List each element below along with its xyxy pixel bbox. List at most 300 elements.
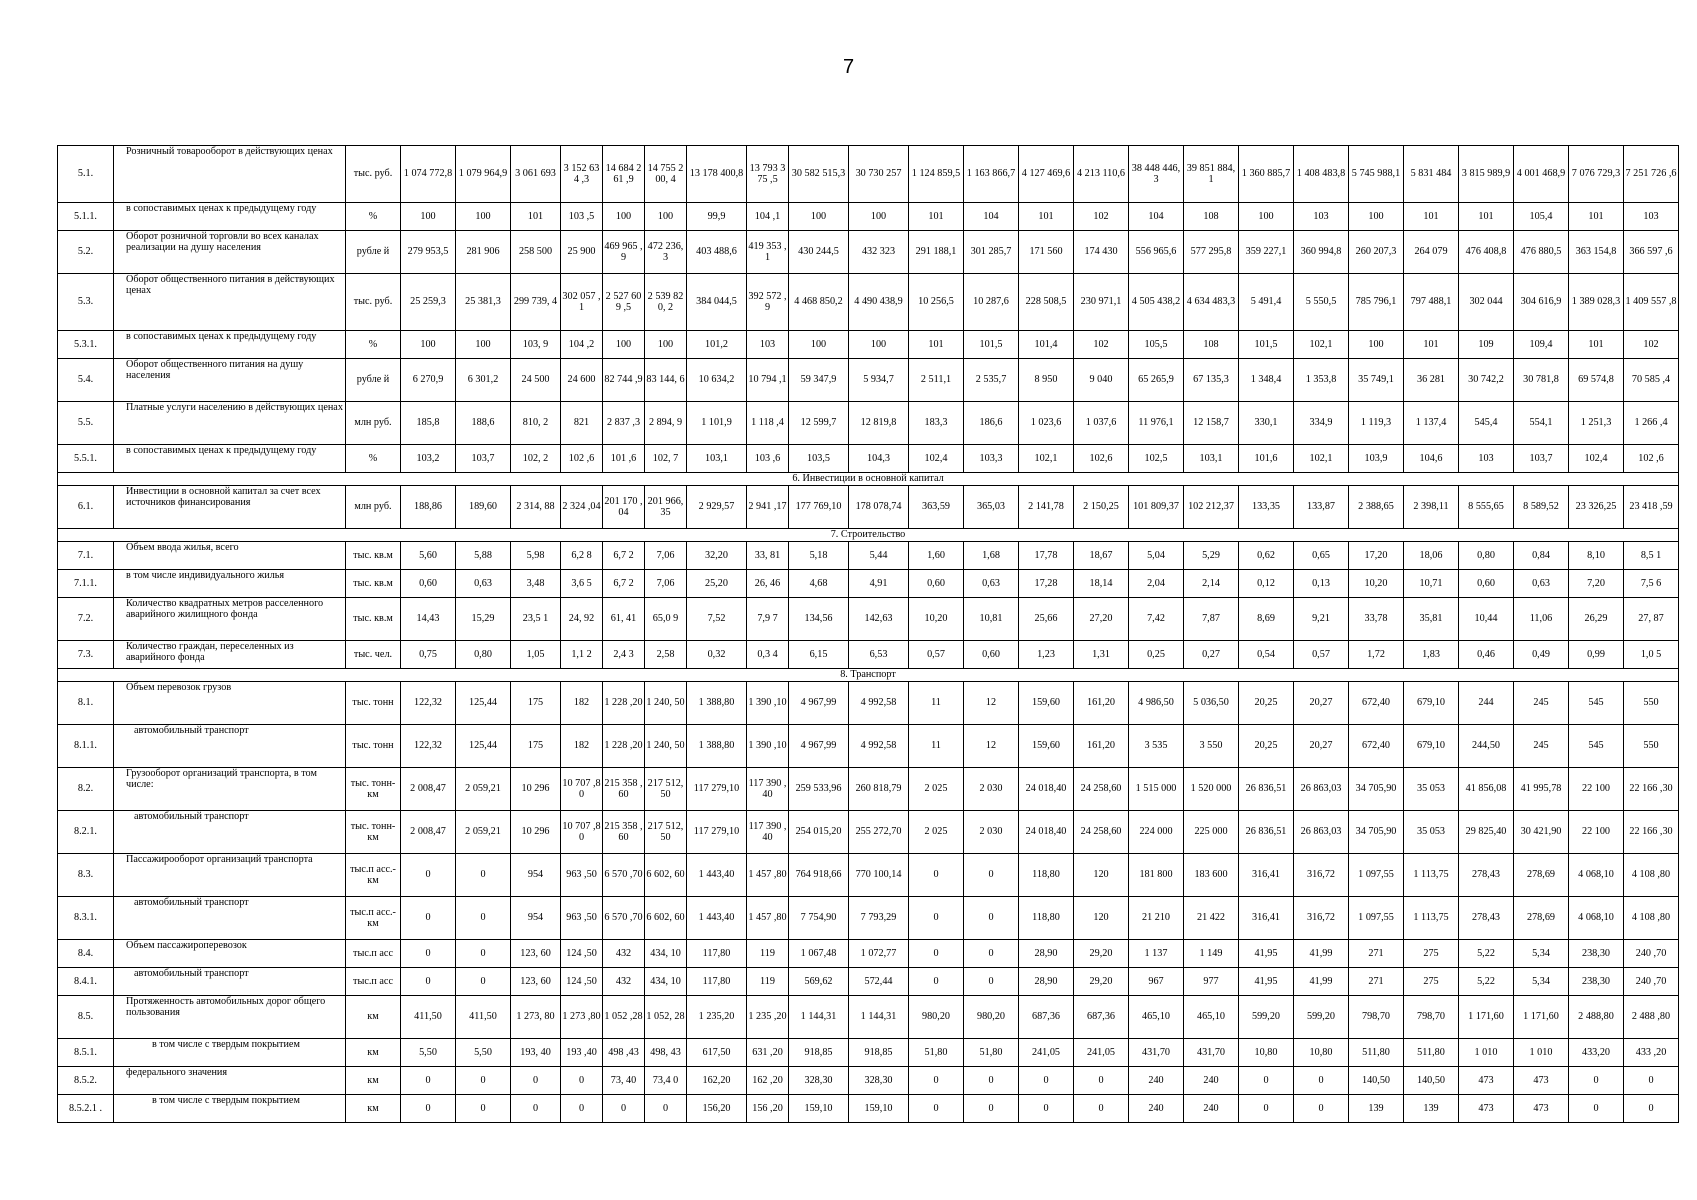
table-row: [58, 445, 1697, 473]
value-cell: 2 929,57: [687, 486, 747, 529]
indicator-name: автомобильный транспорт: [114, 725, 346, 768]
value-cell: 0: [1239, 1095, 1294, 1123]
value-cell: 5,22: [1459, 968, 1514, 996]
row-number: 5.5.1.: [58, 445, 114, 473]
value-cell: 0: [1019, 1095, 1074, 1123]
value-cell: 1 228 ,20: [603, 682, 645, 725]
value-cell: 102,4: [909, 445, 964, 473]
value-cell: 281 906: [456, 231, 511, 274]
value-cell: 39 851 884,1: [1184, 146, 1239, 203]
value-cell: 1,0 5: [1624, 641, 1679, 669]
value-cell: 0: [964, 940, 1019, 968]
value-cell: 473: [1459, 1067, 1514, 1095]
value-cell: 244,50: [1459, 725, 1514, 768]
value-cell: 434, 10: [645, 968, 687, 996]
value-cell: 30 730 257: [849, 146, 909, 203]
value-cell: 672,40: [1349, 725, 1404, 768]
value-cell: 30 742,2: [1459, 359, 1514, 402]
value-cell: 977: [1184, 968, 1239, 996]
row-number: 5.2.: [58, 231, 114, 274]
value-cell: 278,43: [1459, 897, 1514, 940]
value-cell: 17,78: [1019, 542, 1074, 570]
value-cell: 0: [401, 940, 456, 968]
value-cell: 5 491,4: [1239, 274, 1294, 331]
value-cell: 1 023,6: [1019, 402, 1074, 445]
indicator-name: Объем перевозок грузов: [114, 682, 346, 725]
unit-cell: км: [346, 996, 401, 1039]
value-cell: 411,50: [456, 996, 511, 1039]
unit-cell: тыс.п асс.-км: [346, 854, 401, 897]
row-number: 8.2.1.: [58, 811, 114, 854]
row-number: 7.2.: [58, 598, 114, 641]
value-cell: 258 500: [511, 231, 561, 274]
value-cell: 1 149: [1184, 940, 1239, 968]
row-number: 8.3.1.: [58, 897, 114, 940]
table-row: [58, 811, 1697, 854]
value-cell: 1 266 ,4: [1624, 402, 1679, 445]
value-cell: 511,80: [1404, 1039, 1459, 1067]
value-cell: 103: [1294, 203, 1349, 231]
value-cell: 183 600: [1184, 854, 1239, 897]
table-row: [58, 1095, 1697, 1123]
value-cell: 7 754,90: [789, 897, 849, 940]
value-cell: 10 707 ,80: [561, 811, 603, 854]
value-cell: 3 550: [1184, 725, 1239, 768]
value-cell: 433 ,20: [1624, 1039, 1679, 1067]
value-cell: 2 535,7: [964, 359, 1019, 402]
value-cell: 118,80: [1019, 897, 1074, 940]
value-cell: 0: [456, 968, 511, 996]
value-cell: 0,57: [909, 641, 964, 669]
value-cell: 17,28: [1019, 570, 1074, 598]
value-cell: 32,20: [687, 542, 747, 570]
value-cell: 4 468 850,2: [789, 274, 849, 331]
value-cell: 102,6: [1074, 445, 1129, 473]
unit-cell: %: [346, 445, 401, 473]
value-cell: 2 030: [964, 811, 1019, 854]
value-cell: 260 207,3: [1349, 231, 1404, 274]
value-cell: 12: [964, 725, 1019, 768]
value-cell: 101: [1404, 203, 1459, 231]
value-cell: 8,5 1: [1624, 542, 1679, 570]
value-cell: 10,80: [1294, 1039, 1349, 1067]
value-cell: 215 358 ,60: [603, 811, 645, 854]
value-cell: 599,20: [1239, 996, 1294, 1039]
value-cell: 188,86: [401, 486, 456, 529]
value-cell: 1 097,55: [1349, 897, 1404, 940]
value-cell: 0: [1294, 1067, 1349, 1095]
value-cell: 23 418 ,59: [1624, 486, 1679, 529]
value-cell: 0: [645, 1095, 687, 1123]
value-cell: 1 273, 80: [511, 996, 561, 1039]
value-cell: 434, 10: [645, 940, 687, 968]
value-cell: 11,06: [1514, 598, 1569, 641]
value-cell: 103,2: [401, 445, 456, 473]
value-cell: 1 348,4: [1239, 359, 1294, 402]
value-cell: 18,06: [1404, 542, 1459, 570]
value-cell: 33, 81: [747, 542, 789, 570]
unit-cell: тыс. руб.: [346, 146, 401, 203]
value-cell: 12 819,8: [849, 402, 909, 445]
value-cell: 798,70: [1404, 996, 1459, 1039]
value-cell: 1 240, 50: [645, 725, 687, 768]
unit-cell: %: [346, 331, 401, 359]
table-row: [58, 274, 1697, 331]
value-cell: 20,25: [1239, 682, 1294, 725]
value-cell: 108: [1184, 331, 1239, 359]
value-cell: 1,31: [1074, 641, 1129, 669]
value-cell: 392 572 ,9: [747, 274, 789, 331]
value-cell: 363 154,8: [1569, 231, 1624, 274]
value-cell: 102,1: [1294, 331, 1349, 359]
value-cell: 1 228 ,20: [603, 725, 645, 768]
value-cell: 1 389 028,3: [1569, 274, 1624, 331]
value-cell: 2 025: [909, 768, 964, 811]
value-cell: 101,2: [687, 331, 747, 359]
value-cell: 6 270,9: [401, 359, 456, 402]
value-cell: 2 025: [909, 811, 964, 854]
value-cell: 254 015,20: [789, 811, 849, 854]
value-cell: 4 505 438,2: [1129, 274, 1184, 331]
row-number: 5.3.1.: [58, 331, 114, 359]
value-cell: 101,5: [1239, 331, 1294, 359]
value-cell: 99,9: [687, 203, 747, 231]
value-cell: 980,20: [964, 996, 1019, 1039]
value-cell: 550: [1624, 725, 1679, 768]
value-cell: 0: [1074, 1095, 1129, 1123]
value-cell: 8,10: [1569, 542, 1624, 570]
value-cell: 1 171,60: [1514, 996, 1569, 1039]
value-cell: 175: [511, 725, 561, 768]
value-cell: 363,59: [909, 486, 964, 529]
value-cell: 183,3: [909, 402, 964, 445]
value-cell: 101,4: [1019, 331, 1074, 359]
value-cell: 2 141,78: [1019, 486, 1074, 529]
value-cell: 178 078,74: [849, 486, 909, 529]
table-row: [58, 897, 1697, 940]
value-cell: 2 059,21: [456, 768, 511, 811]
value-cell: 6,7 2: [603, 570, 645, 598]
row-number: 8.5.1.: [58, 1039, 114, 1067]
row-number: 8.1.1.: [58, 725, 114, 768]
value-cell: 215 358 ,60: [603, 768, 645, 811]
value-cell: 2,14: [1184, 570, 1239, 598]
value-cell: 264 079: [1404, 231, 1459, 274]
value-cell: 103,3: [964, 445, 1019, 473]
value-cell: 193 ,40: [561, 1039, 603, 1067]
value-cell: 7,06: [645, 570, 687, 598]
table-row: [58, 486, 1697, 529]
value-cell: 34 705,90: [1349, 811, 1404, 854]
value-cell: 1 010: [1459, 1039, 1514, 1067]
value-cell: 125,44: [456, 725, 511, 768]
table-row: [58, 1067, 1697, 1095]
unit-cell: %: [346, 203, 401, 231]
value-cell: 545: [1569, 725, 1624, 768]
value-cell: 41,95: [1239, 940, 1294, 968]
indicator-name: федерального значения: [114, 1067, 346, 1095]
unit-cell: тыс.п асс.-км: [346, 897, 401, 940]
value-cell: 1 388,80: [687, 682, 747, 725]
section-header: [58, 529, 1697, 542]
value-cell: 7 251 726 ,6: [1624, 146, 1679, 203]
value-cell: 0: [511, 1067, 561, 1095]
value-cell: 26,29: [1569, 598, 1624, 641]
value-cell: 14,43: [401, 598, 456, 641]
value-cell: 3 815 989,9: [1459, 146, 1514, 203]
value-cell: 13 793 375 ,5: [747, 146, 789, 203]
value-cell: 0: [964, 1067, 1019, 1095]
row-number: 8.5.2.1 .: [58, 1095, 114, 1123]
value-cell: 963 ,50: [561, 897, 603, 940]
value-cell: 201 170 ,04: [603, 486, 645, 529]
value-cell: 4 108 ,80: [1624, 854, 1679, 897]
value-cell: 5 934,7: [849, 359, 909, 402]
value-cell: 101: [1459, 203, 1514, 231]
value-cell: 21 422: [1184, 897, 1239, 940]
value-cell: 103,1: [1184, 445, 1239, 473]
value-cell: 4 108 ,80: [1624, 897, 1679, 940]
value-cell: 0,60: [909, 570, 964, 598]
value-cell: 7,20: [1569, 570, 1624, 598]
value-cell: 1 124 859,5: [909, 146, 964, 203]
value-cell: 7 793,29: [849, 897, 909, 940]
value-cell: 918,85: [789, 1039, 849, 1067]
value-cell: 0: [1074, 1067, 1129, 1095]
indicator-name: в сопоставимых ценах к предыдущему году: [114, 331, 346, 359]
value-cell: 103: [747, 331, 789, 359]
value-cell: 0,54: [1239, 641, 1294, 669]
value-cell: 1 235 ,20: [747, 996, 789, 1039]
value-cell: 238,30: [1569, 940, 1624, 968]
value-cell: 23,5 1: [511, 598, 561, 641]
value-cell: 101 ,6: [603, 445, 645, 473]
value-cell: 100: [603, 331, 645, 359]
indicator-name: в сопоставимых ценах к предыдущему году: [114, 445, 346, 473]
value-cell: 103 ,5: [561, 203, 603, 231]
value-cell: 6,2 8: [561, 542, 603, 570]
indicator-name: Инвестиции в основной капитал за счет всех источников финансирования: [114, 486, 346, 529]
value-cell: 101: [1569, 331, 1624, 359]
value-cell: 123, 60: [511, 940, 561, 968]
value-cell: 1 273 ,80: [561, 996, 603, 1039]
value-cell: 0,13: [1294, 570, 1349, 598]
indicator-name: Количество граждан, переселенных из аварийного фонда: [114, 641, 346, 669]
value-cell: 103,9: [1349, 445, 1404, 473]
section-title: 6. Инвестиции в основной капитал: [58, 473, 1679, 486]
value-cell: 0: [964, 968, 1019, 996]
value-cell: 0,65: [1294, 542, 1349, 570]
value-cell: 2 398,11: [1404, 486, 1459, 529]
value-cell: 465,10: [1129, 996, 1184, 1039]
value-cell: 100: [789, 203, 849, 231]
value-cell: 2 008,47: [401, 768, 456, 811]
value-cell: 0: [1019, 1067, 1074, 1095]
value-cell: 6 570 ,70: [603, 854, 645, 897]
value-cell: 120: [1074, 897, 1129, 940]
value-cell: 124 ,50: [561, 968, 603, 996]
value-cell: 687,36: [1019, 996, 1074, 1039]
value-cell: 0: [561, 1067, 603, 1095]
value-cell: 0: [401, 1067, 456, 1095]
value-cell: 5 036,50: [1184, 682, 1239, 725]
row-number: 5.1.: [58, 146, 114, 203]
value-cell: 2 894, 9: [645, 402, 687, 445]
value-cell: 5,18: [789, 542, 849, 570]
value-cell: 4 213 110,6: [1074, 146, 1129, 203]
value-cell: 1 163 866,7: [964, 146, 1019, 203]
value-cell: 34 705,90: [1349, 768, 1404, 811]
value-cell: 0,80: [1459, 542, 1514, 570]
value-cell: 140,50: [1404, 1067, 1459, 1095]
value-cell: 175: [511, 682, 561, 725]
value-cell: 6,15: [789, 641, 849, 669]
value-cell: 328,30: [849, 1067, 909, 1095]
value-cell: 5,34: [1514, 940, 1569, 968]
value-cell: 240: [1129, 1067, 1184, 1095]
value-cell: 225 000: [1184, 811, 1239, 854]
value-cell: 577 295,8: [1184, 231, 1239, 274]
value-cell: 25 381,3: [456, 274, 511, 331]
value-cell: 104 ,1: [747, 203, 789, 231]
unit-cell: тыс.п асс: [346, 940, 401, 968]
value-cell: 159,60: [1019, 682, 1074, 725]
value-cell: 430 244,5: [789, 231, 849, 274]
value-cell: 100: [1349, 203, 1404, 231]
value-cell: 174 430: [1074, 231, 1129, 274]
row-number: 7.1.1.: [58, 570, 114, 598]
value-cell: 102: [1624, 331, 1679, 359]
value-cell: 69 574,8: [1569, 359, 1624, 402]
value-cell: 26 836,51: [1239, 768, 1294, 811]
row-number: 8.4.1.: [58, 968, 114, 996]
indicator-name: автомобильный транспорт: [114, 897, 346, 940]
row-number: 5.3.: [58, 274, 114, 331]
value-cell: 631 ,20: [747, 1039, 789, 1067]
table-row: [58, 359, 1697, 402]
value-cell: 103 ,6: [747, 445, 789, 473]
value-cell: 432: [603, 968, 645, 996]
value-cell: 302 057 ,1: [561, 274, 603, 331]
value-cell: 25,66: [1019, 598, 1074, 641]
value-cell: 8,69: [1239, 598, 1294, 641]
value-cell: 0,46: [1459, 641, 1514, 669]
value-cell: 5,88: [456, 542, 511, 570]
value-cell: 498, 43: [645, 1039, 687, 1067]
value-cell: 4 068,10: [1569, 897, 1624, 940]
row-number: 7.1.: [58, 542, 114, 570]
value-cell: 279 953,5: [401, 231, 456, 274]
value-cell: 316,72: [1294, 854, 1349, 897]
value-cell: 672,40: [1349, 682, 1404, 725]
value-cell: 30 582 515,3: [789, 146, 849, 203]
value-cell: 2 388,65: [1349, 486, 1404, 529]
value-cell: 104 ,2: [561, 331, 603, 359]
unit-cell: тыс. тонн: [346, 682, 401, 725]
value-cell: 10 707 ,80: [561, 768, 603, 811]
value-cell: 291 188,1: [909, 231, 964, 274]
value-cell: 24 258,60: [1074, 768, 1129, 811]
value-cell: 82 744 ,9: [603, 359, 645, 402]
value-cell: 100: [645, 203, 687, 231]
value-cell: 101,6: [1239, 445, 1294, 473]
value-cell: 0: [1294, 1095, 1349, 1123]
value-cell: 120: [1074, 854, 1129, 897]
value-cell: 24 600: [561, 359, 603, 402]
indicator-name: в сопоставимых ценах к предыдущему году: [114, 203, 346, 231]
table-row: [58, 940, 1697, 968]
table-row: [58, 203, 1697, 231]
value-cell: 162 ,20: [747, 1067, 789, 1095]
value-cell: 785 796,1: [1349, 274, 1404, 331]
value-cell: 271: [1349, 940, 1404, 968]
value-cell: 1 515 000: [1129, 768, 1184, 811]
table-row: [58, 768, 1697, 811]
value-cell: 117 279,10: [687, 811, 747, 854]
value-cell: 117 390 ,40: [747, 811, 789, 854]
row-number: 5.1.1.: [58, 203, 114, 231]
value-cell: 1,60: [909, 542, 964, 570]
value-cell: 186,6: [964, 402, 1019, 445]
value-cell: 102, 7: [645, 445, 687, 473]
value-cell: 1 118 ,4: [747, 402, 789, 445]
value-cell: 275: [1404, 940, 1459, 968]
value-cell: 65 265,9: [1129, 359, 1184, 402]
value-cell: 102,1: [1019, 445, 1074, 473]
value-cell: 384 044,5: [687, 274, 747, 331]
value-cell: 0,3 4: [747, 641, 789, 669]
value-cell: 473: [1514, 1067, 1569, 1095]
value-cell: 124 ,50: [561, 940, 603, 968]
value-cell: 103,5: [789, 445, 849, 473]
value-cell: 103,7: [456, 445, 511, 473]
table-row: [58, 682, 1697, 725]
value-cell: 330,1: [1239, 402, 1294, 445]
value-cell: 101,5: [964, 331, 1019, 359]
value-cell: 4 992,58: [849, 682, 909, 725]
value-cell: 511,80: [1349, 1039, 1404, 1067]
unit-cell: км: [346, 1095, 401, 1123]
value-cell: 6,7 2: [603, 542, 645, 570]
value-cell: 2 030: [964, 768, 1019, 811]
value-cell: 12 158,7: [1184, 402, 1239, 445]
value-cell: 2 527 609 ,5: [603, 274, 645, 331]
value-cell: 17,20: [1349, 542, 1404, 570]
value-cell: 10,80: [1239, 1039, 1294, 1067]
value-cell: 0,63: [456, 570, 511, 598]
value-cell: 617,50: [687, 1039, 747, 1067]
value-cell: 1 235,20: [687, 996, 747, 1039]
value-cell: 0,84: [1514, 542, 1569, 570]
value-cell: 1 408 483,8: [1294, 146, 1349, 203]
value-cell: 2 837 ,3: [603, 402, 645, 445]
value-cell: 105,5: [1129, 331, 1184, 359]
value-cell: 3,6 5: [561, 570, 603, 598]
value-cell: 469 965 ,9: [603, 231, 645, 274]
value-cell: 0,57: [1294, 641, 1349, 669]
value-cell: 365,03: [964, 486, 1019, 529]
value-cell: 108: [1184, 203, 1239, 231]
value-cell: 10 287,6: [964, 274, 1019, 331]
value-cell: 100: [1239, 203, 1294, 231]
value-cell: 36 281: [1404, 359, 1459, 402]
value-cell: 59 347,9: [789, 359, 849, 402]
value-cell: 1 079 964,9: [456, 146, 511, 203]
value-cell: 0: [1624, 1095, 1679, 1123]
value-cell: 359 227,1: [1239, 231, 1294, 274]
value-cell: 101: [909, 203, 964, 231]
value-cell: 1 443,40: [687, 897, 747, 940]
